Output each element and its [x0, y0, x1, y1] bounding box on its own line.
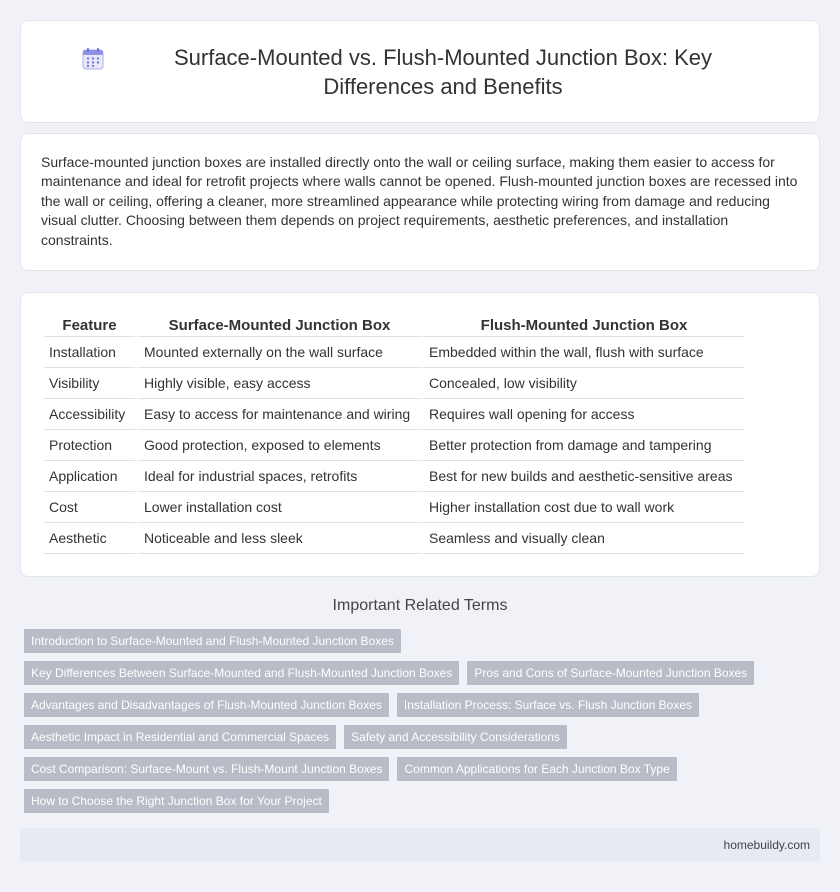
surface-cell: Lower installation cost	[135, 492, 420, 523]
related-term-tag[interactable]: Common Applications for Each Junction Box Type	[397, 757, 676, 781]
feature-cell: Accessibility	[44, 399, 135, 430]
calendar-icon	[81, 47, 105, 71]
table-row	[44, 337, 744, 368]
related-term-tag[interactable]: Pros and Cons of Surface-Mounted Junction Boxes	[467, 661, 754, 685]
related-term-tag[interactable]: Aesthetic Impact in Residential and Commercial Spaces	[24, 725, 336, 749]
footer	[20, 828, 820, 862]
feature-cell: Installation	[44, 337, 135, 368]
flush-cell: Requires wall opening for access	[420, 399, 744, 430]
related-term-tag[interactable]: Advantages and Disadvantages of Flush-Mounted Junction Boxes	[24, 693, 389, 717]
table-header-row	[44, 315, 744, 337]
related-term-tag[interactable]: Installation Process: Surface vs. Flush Junction Boxes	[397, 693, 699, 717]
table-row	[44, 461, 744, 492]
footer-site-link[interactable]: homebuildy.com	[723, 838, 810, 852]
related-terms-list	[24, 629, 784, 821]
header-card	[20, 20, 820, 123]
page-title: Surface-Mounted vs. Flush-Mounted Junction Box: Key Differences and Benefits	[173, 44, 713, 99]
related-term-tag[interactable]: How to Choose the Right Junction Box for Your Project	[24, 789, 329, 813]
title-wrap	[81, 43, 759, 101]
comparison-table	[44, 315, 744, 554]
flush-cell: Concealed, low visibility	[420, 368, 744, 399]
surface-cell: Ideal for industrial spaces, retrofits	[135, 461, 420, 492]
surface-cell: Good protection, exposed to elements	[135, 430, 420, 461]
surface-cell: Noticeable and less sleek	[135, 523, 420, 554]
flush-cell: Embedded within the wall, flush with surface	[420, 337, 744, 368]
flush-cell: Best for new builds and aesthetic-sensitive areas	[420, 461, 744, 492]
table-row	[44, 523, 744, 554]
feature-cell: Application	[44, 461, 135, 492]
comparison-card	[20, 292, 820, 577]
surface-cell: Highly visible, easy access	[135, 368, 420, 399]
related-terms-heading: Important Related Terms	[332, 597, 508, 614]
related-term-tag[interactable]: Key Differences Between Surface-Mounted and Flush-Mounted Junction Boxes	[24, 661, 459, 685]
column-header-surface: Surface-Mounted Junction Box	[135, 315, 420, 337]
table-row	[44, 492, 744, 523]
related-term-tag[interactable]: Safety and Accessibility Considerations	[344, 725, 567, 749]
feature-cell: Visibility	[44, 368, 135, 399]
feature-cell: Cost	[44, 492, 135, 523]
column-header-feature: Feature	[44, 315, 135, 337]
related-term-tag[interactable]: Introduction to Surface-Mounted and Flush-Mounted Junction Boxes	[24, 629, 401, 653]
related-term-tag[interactable]: Cost Comparison: Surface-Mount vs. Flush-Mount Junction Boxes	[24, 757, 389, 781]
table-row	[44, 368, 744, 399]
table-row	[44, 399, 744, 430]
surface-cell: Easy to access for maintenance and wiring	[135, 399, 420, 430]
surface-cell: Mounted externally on the wall surface	[135, 337, 420, 368]
intro-card	[20, 133, 820, 271]
flush-cell: Seamless and visually clean	[420, 523, 744, 554]
column-header-flush: Flush-Mounted Junction Box	[420, 315, 744, 337]
intro-paragraph: Surface-mounted junction boxes are installed directly onto the wall or ceiling surface, making them easier to access for maintenance and ideal for retrofit projects where walls cannot be opened. Flush-mounted junction boxes are recessed into the wall or ceiling, offering a cleaner, more streamlined appearance while protecting wiring from damage and reducing visual clutter. Choosing between them depends on project requirements, aesthetic preferences, and installation constraints.	[41, 154, 798, 248]
flush-cell: Better protection from damage and tampering	[420, 430, 744, 461]
feature-cell: Aesthetic	[44, 523, 135, 554]
table-row	[44, 430, 744, 461]
feature-cell: Protection	[44, 430, 135, 461]
flush-cell: Higher installation cost due to wall work	[420, 492, 744, 523]
